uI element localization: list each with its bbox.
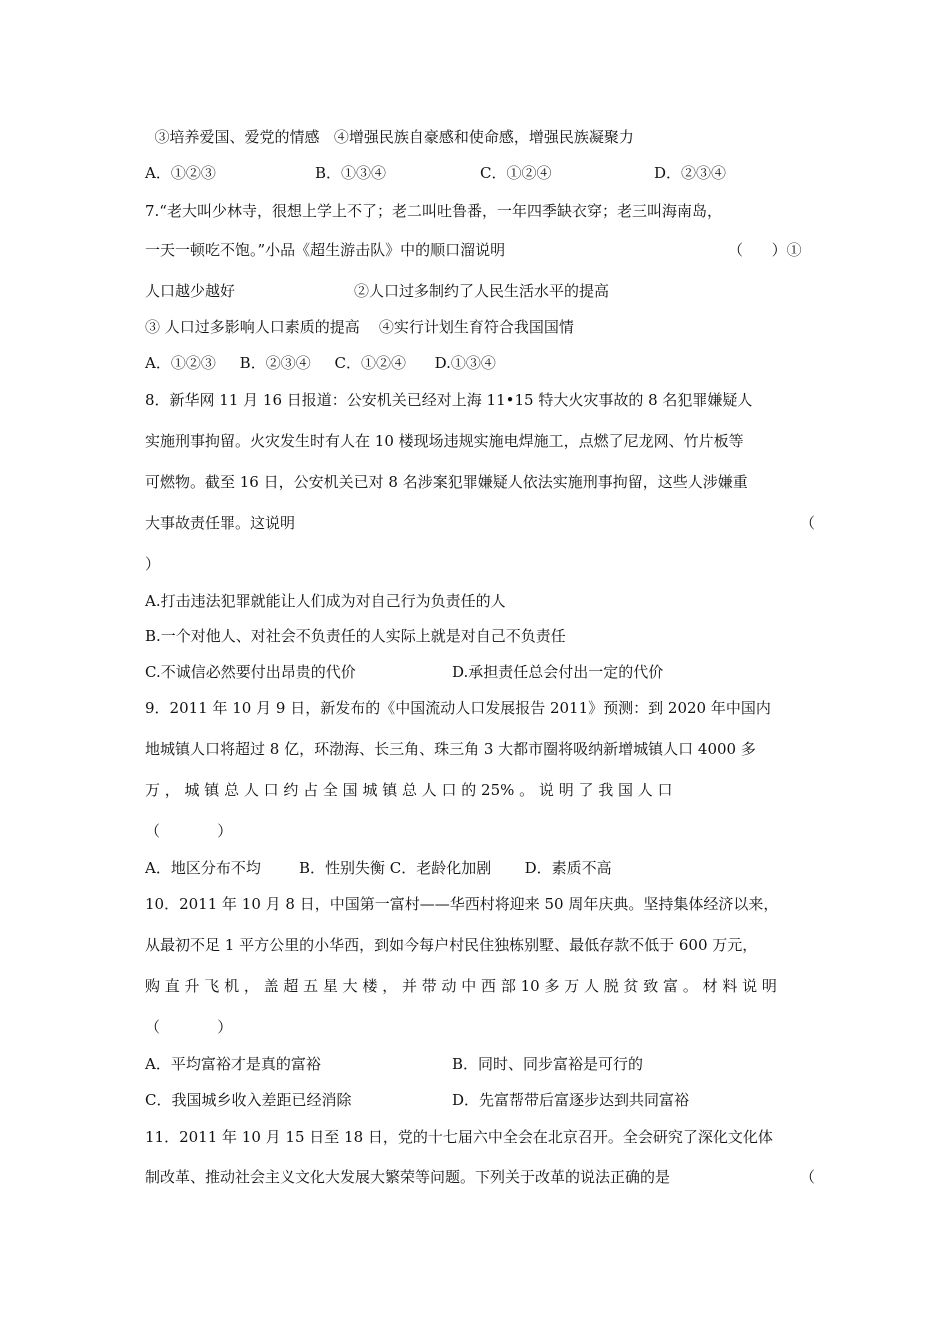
q8-choice-b: B.一个对他人、对社会不负责任的人实际上就是对自己不负责任 bbox=[145, 627, 566, 645]
q8-choice-a: A.打击违法犯罪就能让人们成为对自己行为负责任的人 bbox=[145, 592, 506, 610]
q7-stem-line2: 一天一顿吃不饱。”小品《超生游击队》中的顺口溜说明 bbox=[145, 241, 506, 259]
q7-item-2: ②人口过多制约了人民生活水平的提高 bbox=[354, 282, 610, 300]
q6-option-line: ③培养爱国、爱党的情感 ④增强民族自豪感和使命感，增强民族凝聚力 bbox=[145, 128, 634, 146]
q11-stem-line2: 制改革、推动社会主义文化大发展大繁荣等问题。下列关于改革的说法正确的是 bbox=[145, 1168, 671, 1186]
q10-choice-d: D．先富帮带后富逐步达到共同富裕 bbox=[452, 1091, 690, 1109]
q8-bracket-open: （ bbox=[800, 514, 816, 532]
q10-stem-line1: 10．2011 年 10 月 8 日，中国第一富村——华西村将迎来 50 周年庆典。坚持集体经济以来， bbox=[145, 895, 779, 913]
q6-choice-d: D．②③④ bbox=[654, 164, 727, 182]
q10-choice-b: B．同时、同步富裕是可行的 bbox=[452, 1055, 644, 1073]
q7-items-3-4: ③ 人口过多影响人口素质的提高 ④实行计划生育符合我国国情 bbox=[145, 318, 574, 336]
q11-stem-line1: 11．2011 年 10 月 15 日至 18 日，党的十七届六中全会在北京召开。全会研究了深化文化体 bbox=[145, 1128, 773, 1146]
q8-bracket-close: ） bbox=[145, 555, 161, 573]
q8-stem-line3: 可燃物。截至 16 日，公安机关已对 8 名涉案犯罪嫌疑人依法实施刑事拘留，这些人涉嫌重 bbox=[145, 473, 748, 491]
q9-stem-line2: 地城镇人口将超过 8 亿，环渤海、长三角、珠三角 3 大都市圈将吸纳新增城镇人口 4000 多 bbox=[145, 740, 756, 758]
q10-stem-line2: 从最初不足 1 平方公里的小华西，到如今每户村民住独栋别墅、最低存款不低于 600 万元， bbox=[145, 936, 758, 954]
q8-stem-line2: 实施刑事拘留。火灾发生时有人在 10 楼现场违规实施电焊施工，点燃了尼龙网、竹片板等 bbox=[145, 432, 744, 450]
q9-choices: A．地区分布不均 B．性别失衡 C．老龄化加剧 D．素质不高 bbox=[145, 859, 612, 877]
q8-stem-line1: 8．新华网 11 月 16 日报道：公安机关已经对上海 11•15 特大火灾事故的 8 名犯罪嫌疑人 bbox=[145, 391, 753, 409]
q6-choice-c: C．①②④ bbox=[480, 164, 552, 182]
q9-stem-line1: 9．2011 年 10 月 9 日，新发布的《中国流动人口发展报告 2011》预测：到 2020 年中国内 bbox=[145, 699, 771, 717]
q6-choice-a: A．①②③ bbox=[145, 164, 216, 182]
q11-bracket-open: （ bbox=[800, 1168, 816, 1186]
q10-choice-a: A．平均富裕才是真的富裕 bbox=[145, 1055, 321, 1073]
q7-stem-line1: 7.“老大叫少林寺，很想上学上不了；老二叫吐鲁番，一年四季缺衣穿；老三叫海南岛， bbox=[145, 202, 722, 220]
q10-bracket: （ ） bbox=[145, 1018, 233, 1036]
q8-choice-c: C.不诚信必然要付出昂贵的代价 bbox=[145, 663, 356, 681]
q9-bracket: （ ） bbox=[145, 822, 233, 840]
q8-stem-line4: 大事故责任罪。这说明 bbox=[145, 514, 296, 532]
q10-stem-line3: 购 直 升 飞 机 ， 盖 超 五 星 大 楼 ， 并 带 动 中 西 部 10 多 万 人 脱 贫 致 富 。 材 料 说 明 bbox=[145, 977, 777, 995]
q8-choice-d: D.承担责任总会付出一定的代价 bbox=[452, 663, 664, 681]
q6-choice-b: B．①③④ bbox=[315, 164, 387, 182]
q10-choice-c: C．我国城乡收入差距已经消除 bbox=[145, 1091, 352, 1109]
q7-choices: A．①②③ B．②③④ C．①②④ D.①③④ bbox=[145, 354, 496, 372]
q7-item-1: 人口越少越好 bbox=[145, 282, 236, 300]
q7-answer-bracket: （ ）① bbox=[728, 241, 802, 259]
q9-stem-line3: 万 ， 城 镇 总 人 口 约 占 全 国 城 镇 总 人 口 的 25% 。 说 明 了 我 国 人 口 bbox=[145, 781, 673, 799]
